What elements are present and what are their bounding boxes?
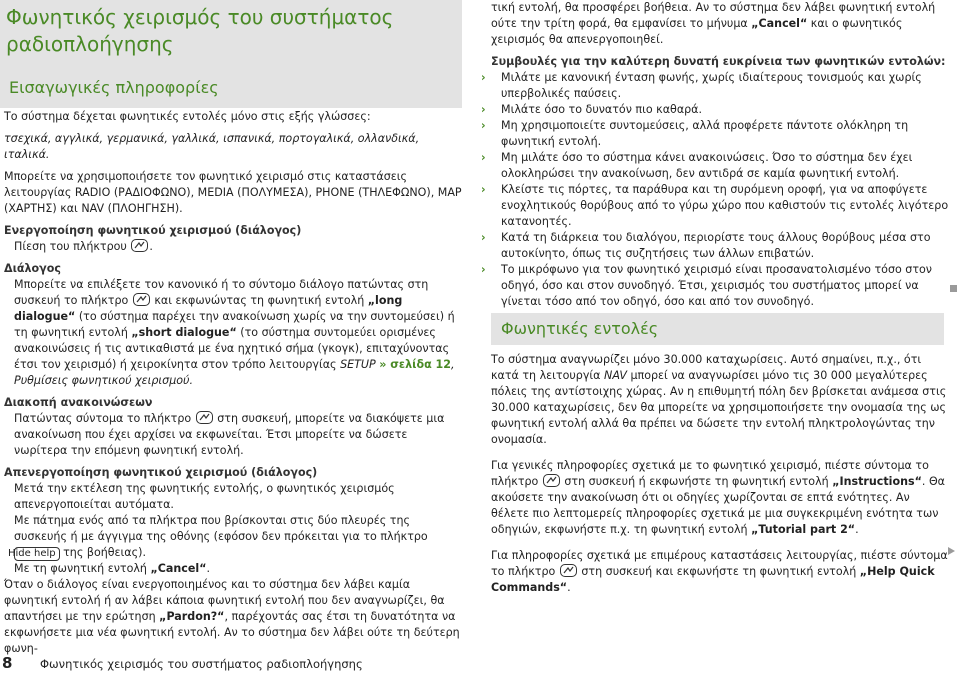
heading-deactivate: Απενεργοποίηση φωνητικού χειρισμού (διάλογος)	[4, 466, 318, 479]
tip-item: › Κλείστε τις πόρτες, τα παράθυρα και τη συρόμενη οροφή, για να αποφύγετε ενοχλητικούς θορύβους από το γύρω χώρο που καθιστούν τις εντολές λιγότερο κατανοητές.	[481, 183, 949, 228]
right-column-lower	[491, 352, 951, 596]
section-end-marker	[950, 285, 957, 292]
activate-step: Πίεση του πλήκτρου .	[14, 240, 153, 253]
hide-help-key: Hide help	[14, 547, 60, 561]
section-header-box	[491, 313, 944, 345]
section-title: Φωνητικές εντολές	[501, 319, 659, 338]
heading-dialog: Διάλογος	[4, 262, 61, 275]
tip-item: › Μη χρησιμοποιείτε συντομεύσεις, αλλά προφέρετε πάντοτε ολόκληρη τη φωνητική εντολή.	[481, 119, 909, 148]
right-column	[481, 0, 951, 310]
voice-key-icon	[543, 474, 560, 487]
dialog-step: Μπορείτε να επιλέξετε τον κανονικό ή το σύντομο διάλογο πατώντας στη συσκευή το πλήκτρο και εκφωνώντας τη φωνητική εντολή „long dialogue“ (το σύστημα παρέχει την ανακοίνωση χωρίς να την συντομεύσει) ή τη φωνητική εντολή „short dialogue“ (το σύστημα συντομεύει ορισμένες ανακοινώσεις ή τις αντικαθιστά με ένα ηχητικό σήμα (γκογκ), επιταχύνοντας έτσι τον χειρισμό) ή χειροκίνητα στον τρόπο λειτουργίας SETUP » σελίδα 12, Ρυθμίσεις φωνητικού χειρισμού.	[14, 278, 455, 387]
tip-item: › Μη μιλάτε όσο το σύστημα κάνει ανακοινώσεις. Όσο το σύστημα δεν έχει ολοκληρώσει την ανακοίνωση, δεν αντιδρά σε καμία φωνητική εντολή.	[481, 151, 913, 180]
voice-key-icon	[560, 564, 577, 577]
heading-tips: Συμβουλές για την καλύτερη δυνατή ευκρίνεια των φωνητικών εντολών:	[491, 55, 946, 68]
footer-title: Φωνητικός χειρισμός του συστήματος ραδιοπλοήγησης	[40, 657, 363, 671]
deactivate-step-3: Με τη φωνητική εντολή „Cancel“.	[14, 562, 211, 575]
deactivate-note: Όταν ο διάλογος είναι ενεργοποιημένος και το σύστημα δεν λάβει καμία φωνητική εντολή ή αν λάβει κάποια φωνητική εντολή που δεν αναγνωρίζει, θα απαντήσει με την ερώτηση „Pardon?“, παρέχοντάς σας έτσι τη δυνατότητα να εκφωνήσετε μια νέα φωνητική εντολή. Αν το σύστημα δεν λάβει ούτε τη δεύτερη φωνη-	[4, 578, 460, 655]
instructions-paragraph: Για γενικές πληροφορίες σχετικά με το φωνητικό χειρισμό, πιέστε σύντομα το πλήκτρο στη συσκευή ή εκφωνήστε τη φωνητική εντολή „Instructions“. Θα ακούσετε την ανακοίνωση ότι οι οδηγίες χωρίζονται σε επτά ενότητες. Αν θέλετε πιο λεπτομερείς πληροφορίες σχετικά με μια συγκεκριμένη ενότητα των οδηγιών, εκφωνήστε π.χ. τη φωνητική εντολή „Tutorial part 2“.	[491, 459, 945, 536]
voice-key-icon	[131, 239, 148, 252]
tip-item: › Κατά τη διάρκεια του διαλόγου, περιορίστε τους άλλους θορύβους μέσα στο αυτοκίνητο, όπως τις συζητήσεις των άλλων επιβατών.	[481, 231, 931, 260]
voice-key-icon	[133, 293, 150, 306]
interrupt-step: Πατώντας σύντομα το πλήκτρο στη συσκευή, μπορείτε να διακόψετε μια ανακοίνωση που έχει αρχίσει να εκφωνείται. Έτσι μπορείτε να δώσετε νωρίτερα την επόμενη φωνητική εντολή.	[14, 412, 445, 457]
voice-key-icon	[196, 411, 213, 424]
deactivate-step-2: Με πάτημα ενός από τα πλήκτρα που βρίσκονται στις δύο πλευρές της συσκευής ή με άγγιγμα της οθόνης (εφόσον δεν πρόκειται για το πλήκτρο Hide help της βοήθειας).	[8, 514, 428, 559]
languages-list: τσεχικά, αγγλικά, γερμανικά, γαλλικά, ισπανικά, πορτογαλικά, ολλανδικά, ιταλικά.	[4, 132, 420, 161]
page-link[interactable]: » σελίδα 12	[379, 358, 451, 371]
tip-item: › Μιλάτε με κανονική ένταση φωνής, χωρίς ιδιαίτερους τονισμούς και χωρίς υπερβολικές παύσεις.	[481, 71, 922, 100]
deactivate-step-1: Μετά την εκτέλεση της φωνητικής εντολής, ο φωνητικός χειρισμός απενεργοποιείται αυτόματα.	[14, 482, 395, 511]
heading-interrupt: Διακοπή ανακοινώσεων	[4, 396, 153, 409]
tip-item: › Το μικρόφωνο για τον φωνητικό χειρισμό είναι προσανατολισμένο τόσο στον οδηγό, όσο και στον συνοδηγό. Έτσι, χειρισμός του συστήματος μπορεί να γίνεται τόσο από τον οδηγό, όσο και από τον συνοδηγό.	[481, 263, 933, 308]
page-title: Φωνητικός χειρισμός του συστήματος ραδιοπλοήγησης	[6, 5, 394, 56]
languages-intro: Το σύστημα δέχεται φωνητικές εντολές μόνο στις εξής γλώσσες:	[4, 110, 371, 123]
quick-commands-paragraph: Για πληροφορίες σχετικά με επιμέρους καταστάσεις λειτουργίας, πιέστε σύντομα το πλήκτρο στη συσκευή και εκφωνήστε τη φωνητική εντολή „Help Quick Commands“.	[491, 549, 948, 594]
continuation-paragraph: τική εντολή, θα προσφέρει βοήθεια. Αν το σύστημα δεν λάβει φωνητική εντολή ούτε την τρίτη φορά, θα εμφανίσει το μήνυμα „Cancel“ και ο φωνητικός χειρισμός θα απενεργοποιηθεί.	[491, 1, 936, 46]
page-number: 8	[2, 654, 13, 672]
continue-arrow-icon	[948, 547, 955, 555]
left-column	[4, 109, 462, 657]
heading-activate: Ενεργοποίηση φωνητικού χειρισμού (διάλογος)	[4, 224, 302, 237]
vocabulary-paragraph: Το σύστημα αναγνωρίζει μόνο 30.000 καταχωρίσεις. Αυτό σημαίνει, π.χ., ότι κατά τη λειτουργία NAV μπορεί να αναγνωρίσει μόνο τις 30 000 μεγαλύτερες πόλεις της αντίστοιχης χώρας. Αν η επιθυμητή πόλη δεν βρίσκεται ανάμεσα στις 30.000 καταχωρίσεις, δεν θα μπορείτε να χρησιμοποιήσετε την ονομασία της ως φωνητική εντολή αλλά θα πρέπει να δώσετε την εντολή πληκτρολογώντας την ονομασία.	[491, 353, 947, 446]
tip-item: › Μιλάτε όσο το δυνατόν πιο καθαρά.	[481, 103, 703, 116]
modes-paragraph: Μπορείτε να χρησιμοποιήσετε τον φωνητικό χειρισμό στις καταστάσεις λειτουργίας RADIO (ΡΑΔΙΟΦΩΝΟ), MEDIA (ΠΟΛΥΜΕΣΑ), PHONE (ΤΗΛΕΦΩΝΟ), MAP (ΧΑΡΤΗΣ) και NAV (ΠΛΟΗΓΗΣΗ).	[4, 170, 462, 215]
section-subtitle: Εισαγωγικές πληροφορίες	[9, 78, 219, 97]
title-box	[0, 0, 462, 108]
